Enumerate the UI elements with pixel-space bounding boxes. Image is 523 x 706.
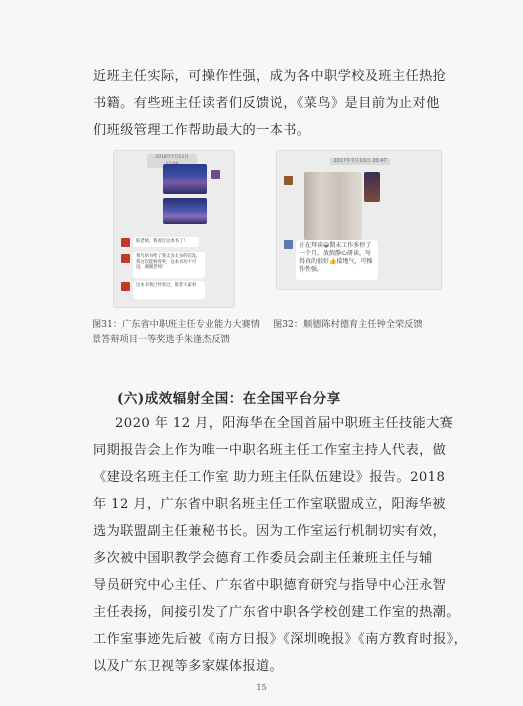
chat-bubble: 正在拜读😀期末工作多停了一个月，放假静心研读。写得真的很好👍接地气，可操作性强。 <box>296 240 378 280</box>
avatar <box>121 238 130 247</box>
text-line: 2020 年 12 月，阳海华在全国首届中职班主任技能大赛 <box>115 416 454 431</box>
figure-31-caption: 图31：广东省中职班主任专业能力大赛情景答辩项目一等奖选手朱逢杰反馈 <box>92 319 260 345</box>
text-line: 书籍。有些班主任读者们反馈说，《菜鸟》是目前为止对他 <box>93 96 440 111</box>
chat-timestamp: 2018年7月12日 <box>147 154 197 168</box>
text-line: 《建设名班主任工作室 助力班主任队伍建设》报告。2018 <box>93 470 446 485</box>
chat-photo <box>163 164 207 194</box>
figure-32-screenshot <box>276 150 442 290</box>
text-line: 们班级管理工作帮助最大的一本书。 <box>93 123 311 138</box>
chat-photo <box>364 172 380 202</box>
page-number: 15 <box>256 683 267 692</box>
chat-bubble: 阳老师，我看过这本书了！ <box>133 237 199 247</box>
avatar <box>211 170 220 179</box>
avatar <box>121 254 130 263</box>
avatar <box>284 176 293 185</box>
chat-timestamp: 2017年7月10日 20:47 <box>330 158 390 165</box>
text-line: 多次被中国职教学会德育工作委员会副主任兼班主任与辅 <box>93 551 433 566</box>
chat-bubble: 菜鸟的书给了我太多太多的启发，我这次能够得奖，这本书功不可没，谢谢老师！ <box>133 252 205 278</box>
chat-bubble: 这本书我已经看过，推荐大家看 <box>133 281 205 299</box>
intro-paragraph <box>93 63 465 144</box>
text-line: 主任表扬，间接引发了广东省中职各学校创建工作室的热潮。 <box>93 605 460 620</box>
text-line: 选为联盟副主任兼秘书长。因为工作室运行机制切实有效， <box>93 524 447 539</box>
chat-photo <box>304 172 362 240</box>
avatar <box>121 282 130 291</box>
text-line: 同期报告会上作为唯一中职名班主任工作室主持人代表，做 <box>93 443 447 458</box>
body-paragraph <box>93 410 468 680</box>
section-heading: (六)成效辐射全国：在全国平台分享 <box>117 391 341 407</box>
text-line: 近班主任实际，可操作性强，成为各中职学校及班主任热抢 <box>93 69 447 84</box>
text-line: 工作室事迹先后被《南方日报》《深圳晚报》《南方教育时报》， <box>93 632 468 647</box>
text-line: 以及广东卫视等多家媒体报道。 <box>93 659 284 674</box>
avatar <box>284 240 293 249</box>
chat-photo <box>163 198 207 224</box>
figure-31-screenshot <box>113 150 235 308</box>
text-line: 导员研究中心主任、广东省中职德育研究与指导中心汪永智 <box>93 578 447 593</box>
text-line: 年 12 月，广东省中职名班主任工作室联盟成立，阳海华被 <box>93 497 446 512</box>
figure-32-caption: 图32：顺德陈村德育主任钟全荣反馈 <box>273 319 423 330</box>
